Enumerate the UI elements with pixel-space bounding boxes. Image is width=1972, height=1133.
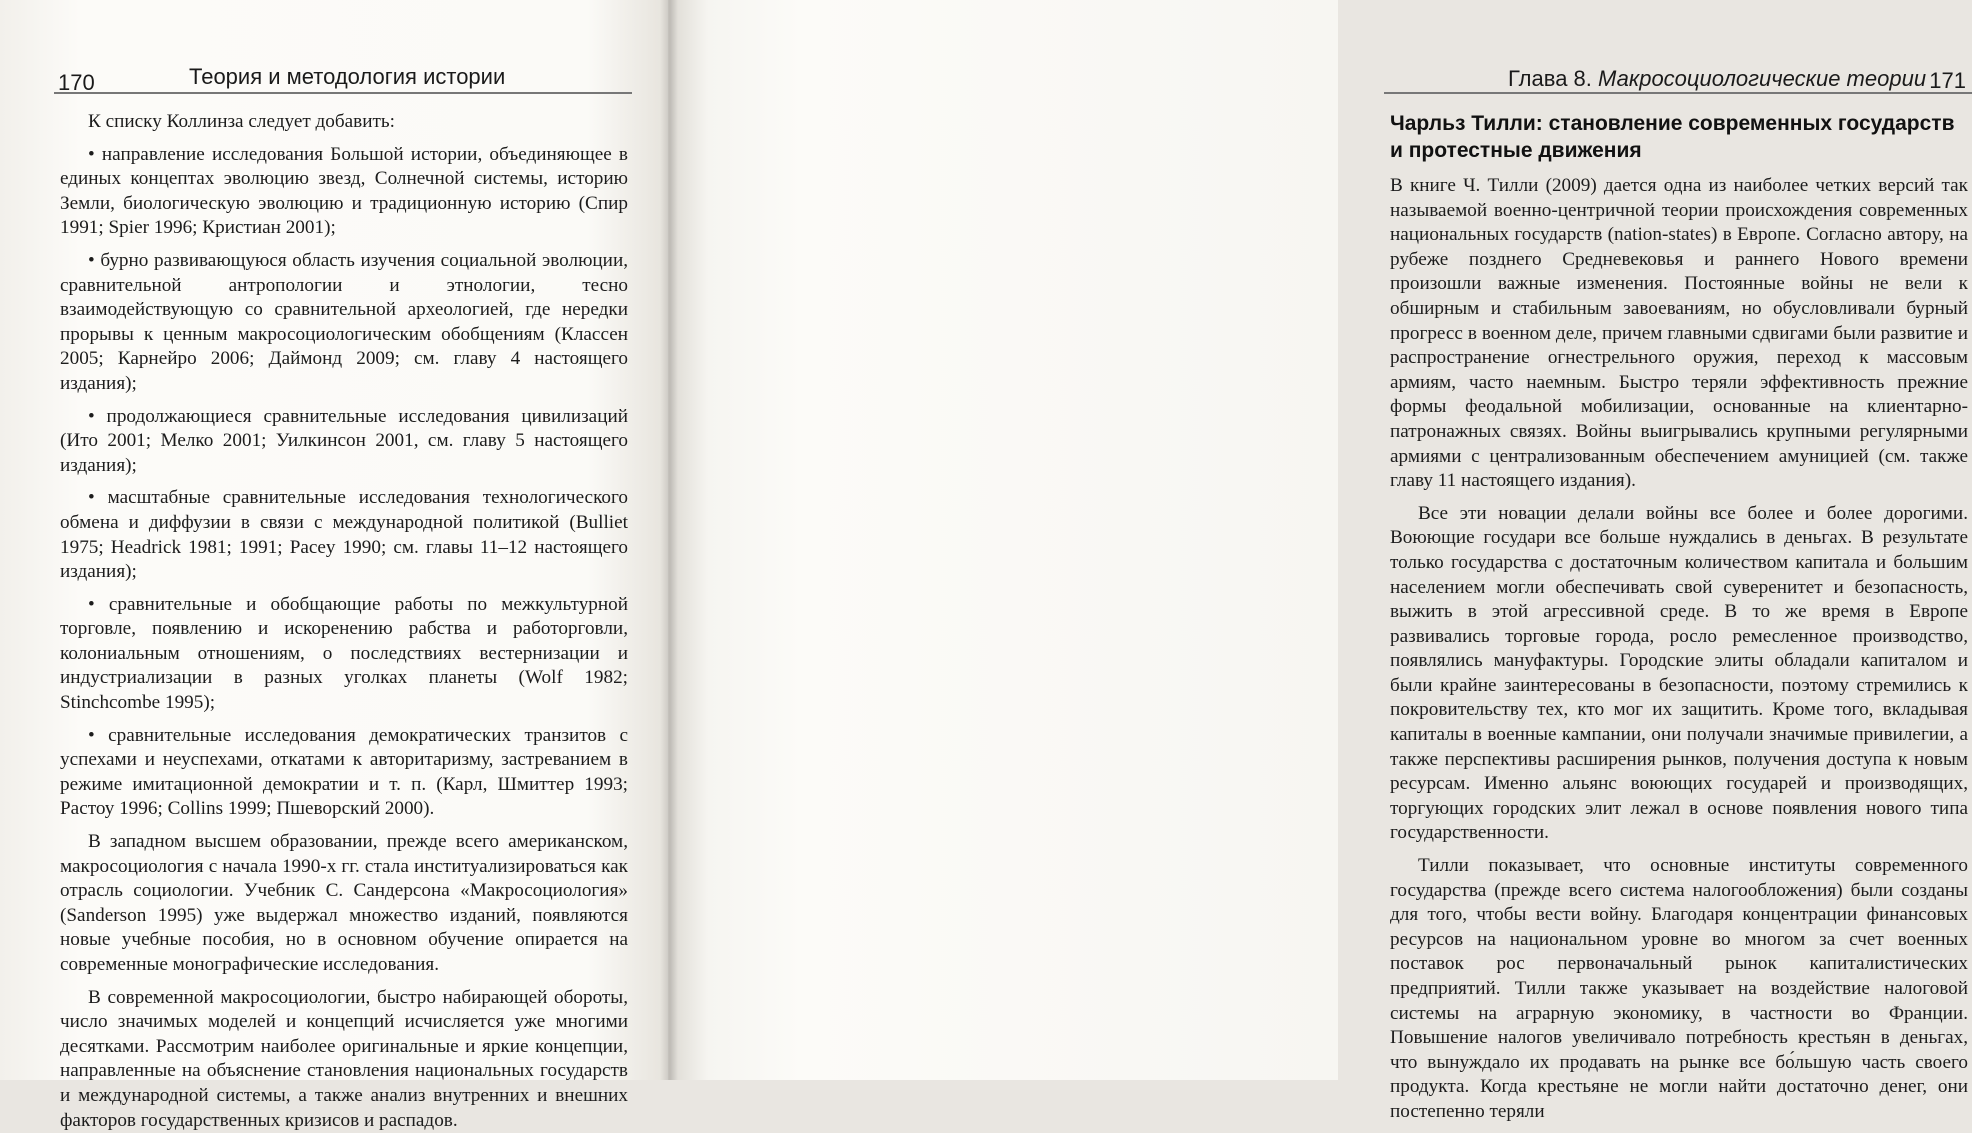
right-running-title: [1508, 66, 1926, 92]
paragraph-intro: К списку Коллинза следует добавить:: [88, 111, 395, 132]
paragraph: В современной макросоциологии, быстро набирающей обороты, число значимых моделей и концепций исчисляется уже многими десятками. Рассмотрим наиболее оригинальные и яркие концепции, направленные на объяснение становления национальных государств и международной системы, а также анализ внутренних и внешних факторов государственных кризисов и распадов.: [60, 986, 628, 1131]
right-text-column: [1390, 110, 1968, 1125]
left-page: [0, 0, 668, 1131]
book-gutter: [660, 0, 678, 1080]
right-page-number: 171: [1929, 68, 1966, 93]
bullet-item: • направление исследования Большой истории, объединяющее в единых концептах эволюцию звезд, Солнечной системы, историю Земли, биологическую эволюцию и традиционную историю (Спир 1991; Spier 1996; Кристиан 2001);: [60, 143, 628, 241]
paragraph: В западном высшем образовании, прежде всего американском, макросоциология с начала 1990-х гг. стала институализироваться как отрасль социологии. Учебник С. Сандерсона «Макросоциология» (Sanderson 1995) уже выдержал множество изданий, появляются новые учебные пособия, но в основном обучение опирается на современные монографические исследования.: [60, 831, 628, 975]
paragraph: Тилли показывает, что основные институты современного государства (прежде всего система налогообложения) были созданы для того, чтобы вести войну. Благодаря концентрации финансовых ресурсов на национальном уровне во многом за счет военных поставок рос первоначальный рынок капиталистических предприятий. Тилли также указывает на воздействие налоговой системы на аграрную экономику, в частности во Франции. Повышение налогов увеличивало потребность крестьян в деньгах, что вынуждало их продавать на рынке все бо́льшую часть своего продукта. Когда крестьяне не могли найти достаточно денег, они постепенно теряли: [1390, 855, 1968, 1122]
left-text-column: [60, 110, 628, 1133]
bullet-item: • продолжающиеся сравнительные исследования цивилизаций (Ито 2001; Мелко 2001; Уилкинсон 2001, см. главу 5 настоящего издания);: [60, 405, 628, 479]
bullet-item: • масштабные сравнительные исследования технологического обмена и диффузии в связи с международной политикой (Bulliet 1975; Headrick 1981; 1991; Pacey 1990; см. главы 11–12 настоящего издания);: [60, 486, 628, 584]
bullet-item: • сравнительные и обобщающие работы по межкультурной торговле, появлению и искоренению рабства и работорговли, колониальным отношениям, о последствиях вестернизации и индустриализации в разных уголках планеты (Wolf 1982; Stinchcombe 1995);: [60, 593, 628, 716]
left-running-title: Теория и методология истории: [189, 64, 506, 89]
left-running-header: [54, 54, 632, 94]
paragraph: Все эти новации делали войны все более и более дорогими. Воюющие государи все больше нуждались в деньгах. В результате только государства с достаточным количеством капитала и большим населением могли обеспечивать свой суверенитет и безопасность, выжить в этой агрессивной среде. В то же время в Европе развивались торговые города, росло ремесленное производство, появлялись мануфактуры. Городские элиты обладали капиталом и были крайне заинтересованы в безопасности, поэтому стремились к покровительству тех, кто мог их защитить. Кроме того, вкладывая капиталы в военные кампании, они получали значимые привилегии, а также перспективы расширения рынков, получения доступа к новым ресурсам. Именно альянс воюющих государей и производящих, торгующих городских элит лежал в основе появления нового типа государственности.: [1390, 502, 1968, 844]
paragraph: В книге Ч. Тилли (2009) дается одна из наиболее четких версий так называемой военно-центричной теории происхождения современных национальных государств (nation-states) в Европе. Согласно автору, на рубеже позднего Средневековья и раннего Нового времени произошли важные изменения. Постоянные войны не вели к обширным и стабильным завоеваниям, но обусловливали бурный прогресс в военном деле, причем главными сдвигами были развитие и распространение огнестрельного оружия, переход к массовым армиям, часто наемным. Быстро теряли эффективность прежние формы феодальной мобилизации, основанные на клиентарно-патронажных связях. Войны выигрывались крупными регулярными армиями с централизованным обеспечением амуницией (см. также главу 11 настоящего издания).: [1390, 175, 1968, 492]
bullet-item: • сравнительные исследования демократических транзитов с успехами и неуспехами, откатами к авторитаризму, застреванием в режиме имитационной демократии и т. п. (Карл, Шмиттер 1993; Растоу 1996; Collins 1999; Пшеворский 2000).: [60, 724, 628, 822]
chapter-title: Макросоциологические теории: [1598, 66, 1927, 91]
section-heading: Чарльз Тилли: становление современных государств и протестные движения: [1390, 112, 1955, 162]
bullet-item: • бурно развивающуюся область изучения социальной эволюции, сравнительной антропологии и этнологии, тесно взаимодействующую со сравнительной археологией, где нередки прорывы к ценным макросоциологическим обобщениям (Классен 2005; Карнейро 2006; Даймонд 2009; см. главу 4 настоящего издания);: [60, 249, 628, 397]
left-page-number: 170: [58, 70, 95, 95]
right-running-header: [1384, 54, 1972, 94]
right-page: [668, 0, 1968, 1122]
chapter-label: Глава 8.: [1508, 66, 1592, 91]
